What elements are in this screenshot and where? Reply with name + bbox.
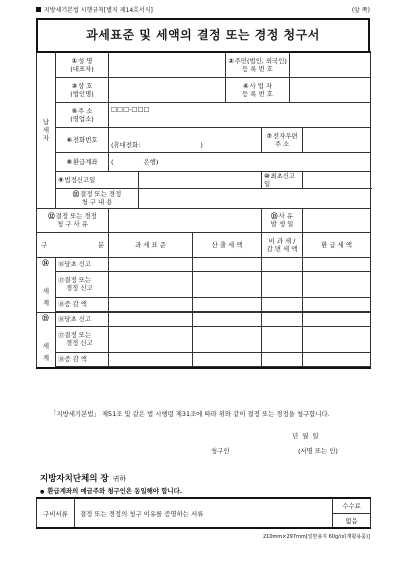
grid-header-tax-base: 과 세 표 준 [109,232,193,257]
recipient-name: 지방자치단체의 장 [40,474,109,484]
correction-line1: ⑰결정 또는 [58,276,92,284]
form-title: 과세표준 및 세액의 결정 또는 경정 청구서 [36,18,370,51]
field-sublabel: 발 생 일 [270,220,294,228]
taxpayer-label [37,52,56,208]
bank-label: 은행) [143,157,159,166]
cell[interactable] [109,352,193,366]
cell[interactable] [193,271,262,297]
field-number: ⑫ [48,212,55,220]
notice-text: 환급계좌의 예금주와 청구인은 동일해야 합니다. [47,487,183,495]
taxpayer-char-3: 자 [42,134,50,143]
group-bottom-char: 계 [42,353,50,362]
field-number: ⑧ [66,157,72,166]
cell[interactable] [262,352,303,366]
original-filing-row: ⑯당초 신고 [56,257,109,271]
mobile-phone-close: ) [200,140,203,149]
exempt-header-line2: 감 면 세 액 [266,244,298,253]
field-number: ⑥ [66,135,72,144]
cell[interactable] [193,257,262,271]
claim-reason-label [37,208,109,232]
declaration-text: 「지방세기본법」 제51조 및 같은 법 시행령 제31조에 따라 위와 같이 결정 또는 경정을 청구합니다. [50,410,330,418]
claim-content-label [56,188,139,208]
cell[interactable] [193,326,262,352]
field-sublabel: 주 소 [274,139,290,148]
cell[interactable] [303,312,371,326]
legal-filing-date-label [56,171,139,188]
footer-table [36,497,371,529]
field-label: 전화번호 [72,135,98,144]
cell[interactable] [262,312,303,326]
signature-label: (서명 또는 인) [298,447,338,455]
grid-header-calculated-tax: 산 출 세 액 [193,232,262,257]
phone-label [56,127,109,152]
grid-header-exempt-tax [262,232,303,257]
reason-date-label [262,208,303,232]
field-label: 성 명 [78,56,93,65]
initial-filing-date-input[interactable] [303,171,371,188]
mobile-phone-prefix: (휴대전화: [111,140,141,149]
field-number: ⑦ [266,131,272,140]
field-label: 환급계좌 [72,157,98,166]
phone-input[interactable] [109,127,262,152]
recipient [40,472,126,484]
grid-header-category [37,232,109,257]
tax-group-15 [37,312,56,368]
postal-code-boxes: □□□-□□□ [111,104,150,113]
resident-number-label [226,52,290,77]
fee-label: 수수료 [333,498,371,513]
page-side: (앞 쪽) [351,7,370,14]
recipient-suffix: 귀하 [112,475,127,483]
field-number: ③ [71,81,78,90]
grid-header-refund-tax: 환 급 세 액 [303,232,371,257]
declaration-date: 년 월 일 [292,432,320,440]
cell[interactable] [303,257,371,271]
field-number: ② [228,56,234,65]
field-sublabel: (영업소) [70,114,94,123]
field-number: ⑬ [271,212,278,220]
field-label: 법정신고일 [64,175,96,184]
form-reference-text: 지방세기본법 시행규칙[별지 제14호서식] [44,7,153,14]
tax-group-14 [37,257,56,312]
notice [40,486,182,495]
company-label [56,77,109,102]
correction-line2: 경정 신고 [66,284,93,292]
field-label: 결정 또는 경정 [55,212,97,220]
form-reference [36,5,153,14]
field-sublabel: 청 구 내 용 [81,198,113,206]
cell[interactable] [303,271,371,297]
field-number: ⑪ [72,190,80,198]
group-side-char: 세 [42,286,50,295]
cell[interactable] [193,297,262,311]
email-input[interactable] [303,127,371,152]
business-number-label [226,77,290,102]
cell[interactable] [303,352,371,366]
refund-account-label [56,152,109,171]
square-bullet-icon [36,7,41,12]
field-label: 상 호 [78,81,93,90]
cell[interactable] [262,257,303,271]
difference-row: ⑱증 감 액 [56,297,109,311]
cell[interactable] [109,257,193,271]
group-side-char: 세 [42,341,50,350]
fee-value: 없음 [333,513,371,528]
field-sublabel: 청 구 사 유 [57,220,88,228]
business-number-input[interactable] [290,77,371,102]
field-label: 주민(법인, 외국인) [234,56,287,65]
company-input[interactable] [109,77,226,102]
claim-form-table [36,51,371,369]
field-label: 전자우편 [272,131,298,140]
field-number: ① [71,56,78,65]
field-label: 최초신고일 [264,171,296,188]
legal-filing-date-input[interactable] [139,171,262,188]
bank-open-paren: ( [111,157,114,166]
field-sublabel: 등 록 번 호 [242,89,273,98]
declaration-block [36,405,370,471]
difference-row: ⑱증 감 액 [56,352,109,366]
refund-account-input[interactable] [109,152,371,171]
correction-filing-row [56,326,109,352]
exempt-header-line1: 비 과 세 / [268,236,296,245]
group-number: ⑮ [42,313,49,322]
claim-reason-input[interactable] [109,208,262,232]
name-label [56,52,109,77]
correction-line1: ⑰결정 또는 [58,331,92,339]
field-label: 주 소 [78,106,93,115]
field-label: 사 유 [278,212,293,220]
email-label [262,127,303,152]
cell[interactable] [109,297,193,311]
bullet-icon: ● [40,489,45,495]
group-bottom-char: 계 [42,298,50,307]
claim-content-input[interactable] [139,188,371,208]
cell[interactable] [303,297,371,311]
required-docs-label: 구비서류 [37,498,75,528]
group-number: ⑭ [42,258,49,267]
cell[interactable] [303,326,371,352]
original-filing-row: ⑯당초 신고 [56,312,109,326]
cell[interactable] [193,312,262,326]
resident-number-input[interactable] [290,52,371,77]
field-number: ⑨ [58,175,64,184]
correction-filing-row [56,271,109,297]
cell[interactable] [262,271,303,297]
correction-line2: 경정 신고 [66,339,93,347]
field-sublabel: 등 록 번 호 [242,64,273,73]
field-number: ④ [243,81,249,90]
form-header [36,4,370,14]
field-sublabel: (대표자) [70,64,94,73]
cell[interactable] [109,326,193,352]
taxpayer-char-2: 세 [42,126,50,135]
applicant-label: 청구인 [211,447,230,455]
field-sublabel: (법인명) [70,89,94,98]
cell[interactable] [193,352,262,366]
cell[interactable] [109,312,193,326]
field-label: 사 업 자 [249,81,273,90]
address-input[interactable] [109,102,371,127]
name-input[interactable] [109,52,226,77]
cell[interactable] [262,297,303,311]
paper-spec: 210mm×297mm[일반용지 60g/㎡(재활용품)] [262,534,370,540]
field-number: ⑩ [264,171,270,180]
address-label [56,102,109,127]
reason-date-input[interactable] [303,208,371,232]
category-header-text: 구 분 [41,240,104,249]
field-label: 결정 또는 경정 [80,190,122,198]
required-docs-text: 결정 또는 경정의 청구 이유를 증명하는 서류 [75,498,333,528]
taxpayer-char-1: 납 [42,118,50,127]
field-number: ⑤ [71,106,78,115]
cell[interactable] [109,271,193,297]
initial-filing-date-label [262,171,303,188]
cell[interactable] [262,326,303,352]
